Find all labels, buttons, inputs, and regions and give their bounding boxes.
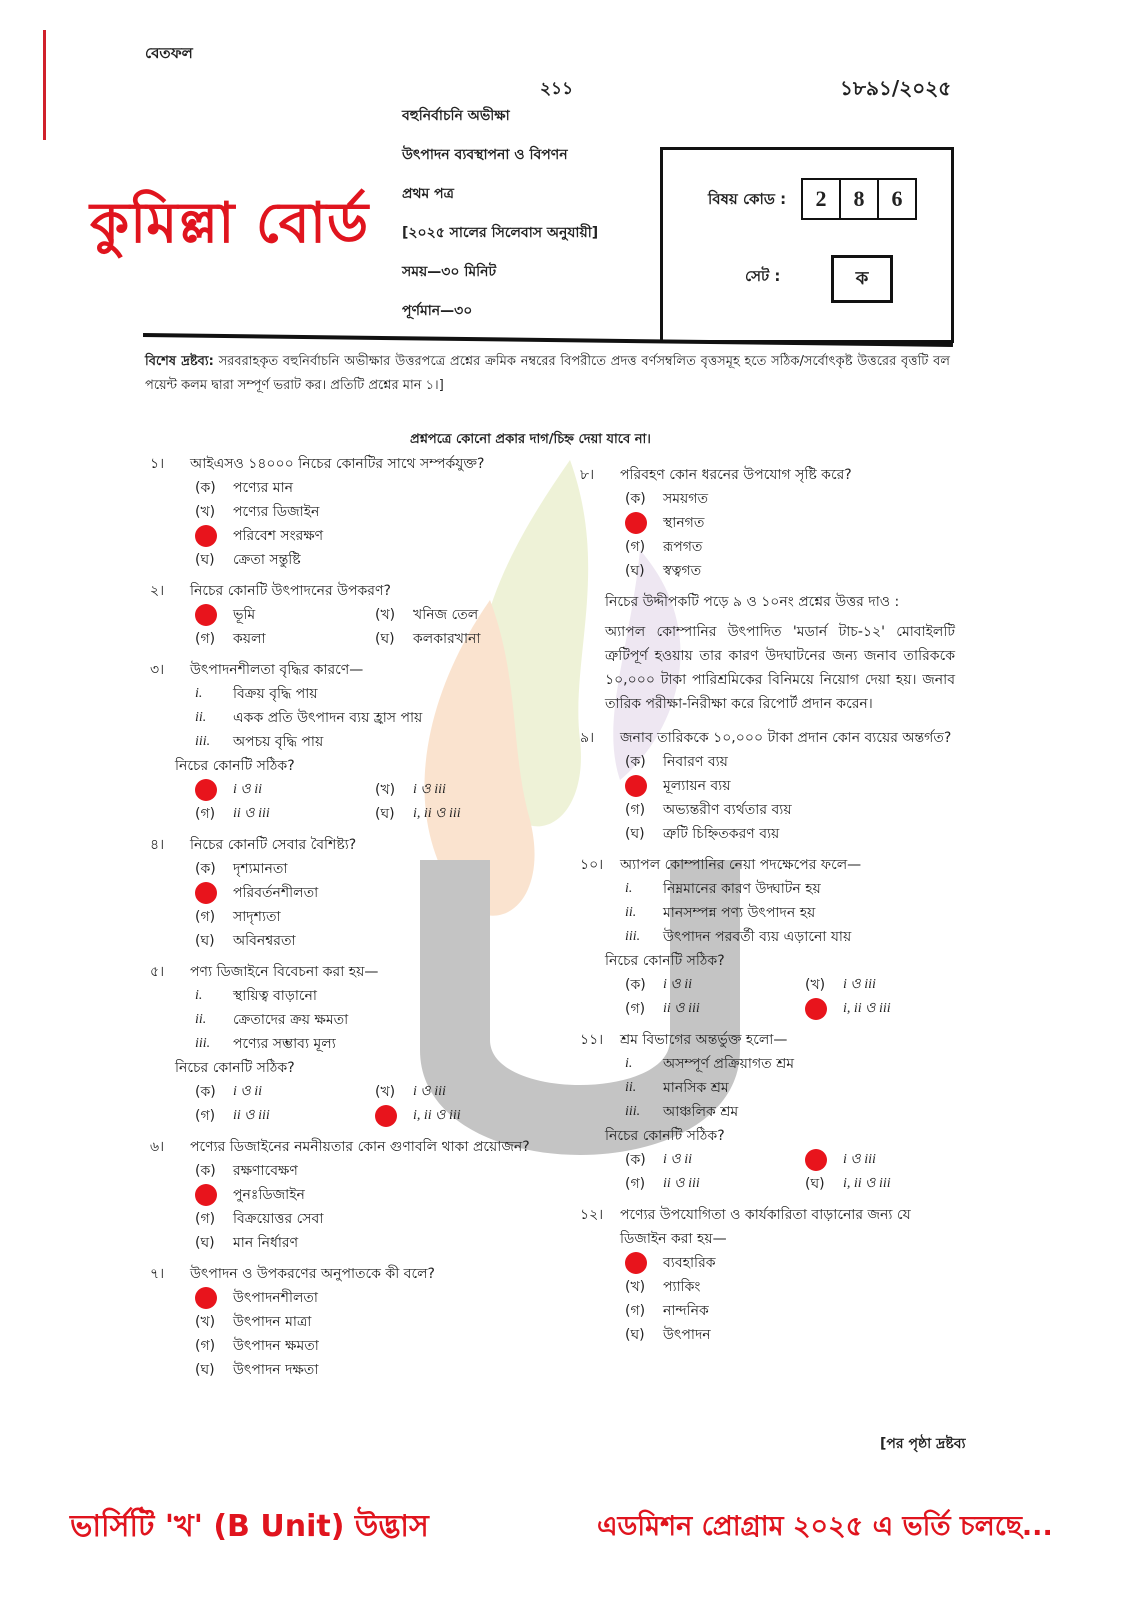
question: [580, 726, 955, 846]
question-text: আইএসও ১৪০০০ নিচের কোনটির সাথে সম্পর্কযুক্ত?: [190, 456, 485, 472]
option-text: বিক্রয়োত্তর সেবা: [233, 1211, 324, 1227]
statement: [580, 925, 955, 949]
next-page-note: [পর পৃষ্ঠা দ্রষ্টব্য: [880, 1436, 966, 1452]
answer-option: [195, 603, 375, 627]
answer-option: [150, 1183, 550, 1207]
answer-option: [150, 929, 550, 953]
statement-numeral: iii.: [625, 1104, 641, 1119]
question: [150, 1135, 550, 1255]
option-label: (ঘ): [195, 933, 215, 949]
option-label: (গ): [625, 539, 646, 555]
question-number: ১১।: [580, 1032, 604, 1048]
answer-option: [195, 1104, 375, 1128]
question-number: ৭।: [150, 1266, 165, 1282]
answer-option: [580, 535, 955, 559]
statement-text: উৎপাদন পরবর্তী ব্যয় এড়ানো যায়: [663, 929, 852, 945]
options: [150, 778, 550, 826]
option-text: i, ii ও iii: [843, 1176, 891, 1191]
right-question-column: [580, 463, 955, 1354]
option-text: ত্রুটি চিহ্নিতকরণ ব্যয়: [663, 826, 780, 842]
paper-name: প্রথম পত্র: [402, 186, 454, 202]
option-text: উৎপাদন ক্ষমতা: [233, 1338, 319, 1354]
question-text: উৎপাদনশীলতা বৃদ্ধির কারণে—: [190, 662, 364, 678]
question-header: [150, 833, 550, 857]
filled-answer-bubble-icon: [195, 1184, 217, 1206]
statement-numeral: i.: [195, 686, 203, 701]
answer-option: [375, 802, 555, 826]
options: [580, 973, 955, 1021]
option-text: i ও iii: [413, 782, 446, 797]
question: [150, 452, 550, 572]
option-text: নান্দনিক: [663, 1303, 709, 1319]
statement: [150, 682, 550, 706]
question-number: ৫।: [150, 964, 165, 980]
question-header: [150, 1135, 550, 1159]
question-text: শ্রম বিভাগের অন্তর্ভুক্ত হলো—: [620, 1032, 788, 1048]
question-text: উৎপাদন ও উপকরণের অনুপাতকে কী বলে?: [190, 1266, 435, 1282]
answer-option: [375, 1104, 555, 1128]
option-text: ii ও iii: [233, 806, 270, 821]
answer-option: [150, 548, 550, 572]
filled-answer-bubble-icon: [195, 882, 217, 904]
option-text: কয়লা: [233, 631, 266, 647]
full-marks: পূর্ণমান—৩০: [402, 303, 473, 319]
question-number: ৯।: [580, 730, 595, 746]
answer-option: [150, 1358, 550, 1382]
set-label: সেট :: [745, 267, 781, 285]
options: [580, 750, 955, 846]
option-label: (ক): [625, 754, 646, 770]
option-text: পরিবর্তনশীলতা: [233, 885, 319, 901]
answer-option: [580, 487, 955, 511]
answer-option: [150, 1334, 550, 1358]
subject-name: উৎপাদন ব্যবস্থাপনা ও বিপণন: [402, 147, 568, 163]
exam-type: বহুনির্বাচনি অভীক্ষা: [402, 108, 510, 124]
subject-code-box: [660, 147, 954, 343]
question-number: ৬।: [150, 1139, 165, 1155]
filled-answer-bubble-icon: [195, 604, 217, 626]
option-text: সময়গত: [663, 491, 708, 507]
options: [150, 857, 550, 953]
answer-option: [375, 603, 555, 627]
code-digit: 8: [841, 180, 879, 218]
filled-answer-bubble-icon: [195, 525, 217, 547]
question: [150, 579, 550, 651]
answer-option: [580, 1299, 955, 1323]
option-label: (ঘ): [375, 806, 395, 822]
code-digit: 2: [803, 180, 841, 218]
option-text: উৎপাদন দক্ষতা: [233, 1362, 319, 1378]
answer-option: [580, 774, 955, 798]
margin-line: [43, 30, 46, 140]
question-number: ৪।: [150, 837, 165, 853]
question-header: [580, 853, 955, 877]
option-label: (খ): [805, 977, 826, 993]
option-label: (খ): [625, 1279, 646, 1295]
statement-numeral: iii.: [625, 929, 641, 944]
syllabus-note: [২০২৫ সালের সিলেবাস অনুযায়ী]: [402, 225, 599, 241]
answer-option: [580, 750, 955, 774]
option-label: (ঘ): [625, 826, 645, 842]
option-label: (ঘ): [195, 1362, 215, 1378]
option-label: (গ): [625, 1001, 646, 1017]
answer-option: [625, 973, 805, 997]
question-number: ১।: [150, 456, 165, 472]
option-text: পণ্যের মান: [233, 480, 293, 496]
option-text: ii ও iii: [663, 1176, 700, 1191]
answer-option: [150, 857, 550, 881]
statement-numeral: ii.: [195, 1012, 207, 1027]
question-text: অ্যাপল কোম্পানির নেয়া পদক্ষেপের ফলে—: [620, 857, 862, 873]
option-text: i ও ii: [233, 782, 262, 797]
question-text: নিচের কোনটি উৎপাদনের উপকরণ?: [190, 583, 391, 599]
statement: [150, 1032, 550, 1056]
instructions-text: সরবরাহকৃত বহুনির্বাচনি অভীক্ষার উত্তরপত্রে প্রশ্নের ক্রমিক নম্বরের বিপরীতে প্রদত্ত বর্ণসম্বলিত বৃত্তসমূহ হতে সঠিক/সর্বোৎকৃষ্ট উত্তরের বৃত্তটি বল পয়েন্ট কলম দ্বারা সম্পূর্ণ ভরাট কর। প্রতিটি প্রশ্নের মান ১।]: [145, 354, 950, 393]
answer-option: [195, 627, 375, 651]
question-header: [580, 726, 955, 750]
question-text: পরিবহণ কোন ধরনের উপযোগ সৃষ্টি করে?: [620, 467, 852, 483]
code-digit: 6: [891, 186, 903, 211]
filled-answer-bubble-icon: [625, 512, 647, 534]
statement-text: বিক্রয় বৃদ্ধি পায়: [233, 686, 318, 702]
statement-numeral: ii.: [195, 710, 207, 725]
question-header: [580, 1203, 955, 1251]
question-text: নিচের কোনটি সেবার বৈশিষ্ট্য?: [190, 837, 357, 853]
option-text: ক্রেতা সন্তুষ্টি: [233, 552, 301, 568]
answer-option: [150, 1159, 550, 1183]
question-prompt: নিচের কোনটি সঠিক?: [175, 758, 295, 774]
filled-answer-bubble-icon: [195, 779, 217, 801]
question: [150, 960, 550, 1128]
option-text: i ও ii: [663, 977, 692, 992]
option-label: (গ): [195, 909, 216, 925]
answer-option: [805, 973, 985, 997]
question-text: জনাব তারিককে ১০,০০০ টাকা প্রদান কোন ব্যয়ের অন্তর্গত?: [620, 730, 952, 746]
option-label: (গ): [195, 631, 216, 647]
statement-numeral: i.: [625, 881, 633, 896]
warning-note: প্রশ্নপত্রে কোনো প্রকার দাগ/চিহ্ন দেয়া যাবে না।: [410, 432, 651, 447]
option-text: পণ্যের ডিজাইন: [233, 504, 320, 520]
option-text: খনিজ তেল: [413, 607, 479, 623]
answer-option: [805, 997, 985, 1021]
option-label: (ক): [195, 1084, 216, 1100]
option-label: (খ): [195, 504, 216, 520]
option-label: (ক): [625, 1152, 646, 1168]
options: [150, 1159, 550, 1255]
footer-right-ad: এডমিশন প্রোগ্রাম ২০২৫ এ ভর্তি চলছে...: [597, 1511, 1053, 1542]
option-label: (ক): [625, 491, 646, 507]
option-text: সাদৃশ্যতা: [233, 909, 281, 925]
option-text: পরিবেশ সংরক্ষণ: [233, 528, 324, 544]
answer-option: [150, 1310, 550, 1334]
option-text: নিবারণ ব্যয়: [663, 754, 728, 770]
options: [150, 1080, 550, 1128]
statement: [150, 706, 550, 730]
exam-time: সময়—৩০ মিনিট: [402, 264, 497, 280]
filled-answer-bubble-icon: [805, 998, 827, 1020]
filled-answer-bubble-icon: [195, 1287, 217, 1309]
option-label: (গ): [625, 802, 646, 818]
answer-option: [625, 997, 805, 1021]
option-label: (ক): [195, 861, 216, 877]
answer-option: [580, 1251, 955, 1275]
subject-code-digits: [801, 178, 917, 220]
statement: [580, 1052, 955, 1076]
question: [150, 833, 550, 953]
answer-option: [805, 1148, 985, 1172]
page-number: ২১১: [540, 79, 574, 99]
filled-answer-bubble-icon: [375, 1105, 397, 1127]
option-text: দৃশ্যমানতা: [233, 861, 288, 877]
option-text: অবিনশ্বরতা: [233, 933, 296, 949]
answer-option: [150, 881, 550, 905]
answer-option: [150, 524, 550, 548]
statement: [150, 984, 550, 1008]
option-text: উৎপাদন মাত্রা: [233, 1314, 312, 1330]
question: [580, 1028, 955, 1196]
set-value: ক: [831, 255, 893, 303]
statement-text: একক প্রতি উৎপাদন ব্যয় হ্রাস পায়: [233, 710, 423, 726]
option-text: i, ii ও iii: [413, 1108, 461, 1123]
option-text: i, ii ও iii: [413, 806, 461, 821]
option-label: (খ): [375, 607, 396, 623]
option-text: i ও ii: [233, 1084, 262, 1099]
stimulus-intro: নিচের উদ্দীপকটি পড়ে ৯ ও ১০নং প্রশ্নের উত্তর দাও :: [605, 594, 900, 610]
option-label: (ঘ): [625, 1327, 645, 1343]
options: [150, 603, 550, 651]
question-prompt: নিচের কোনটি সঠিক?: [605, 1128, 725, 1144]
answer-option: [150, 476, 550, 500]
option-label: (ক): [195, 480, 216, 496]
filled-answer-bubble-icon: [625, 1252, 647, 1274]
option-text: ii ও iii: [663, 1001, 700, 1016]
option-text: মূল্যায়ন ব্যয়: [663, 778, 731, 794]
option-label: (গ): [195, 1338, 216, 1354]
statement-numeral: iii.: [195, 734, 211, 749]
option-text: i ও iii: [843, 1152, 876, 1167]
answer-option: [375, 778, 555, 802]
statement-text: স্থায়িত্ব বাড়ানো: [233, 988, 317, 1004]
option-text: i ও iii: [413, 1084, 446, 1099]
statement-text: পণ্যের সম্ভাব্য মূল্য: [233, 1036, 336, 1052]
answer-option: [580, 1323, 955, 1347]
option-label: (গ): [625, 1176, 646, 1192]
option-label: (ঘ): [195, 552, 215, 568]
option-text: স্থানগত: [663, 515, 705, 531]
option-text: স্বত্বগত: [663, 563, 702, 579]
top-left-note: বেতফল: [145, 44, 193, 62]
option-text: কলকারখানা: [413, 631, 481, 647]
option-label: (গ): [195, 806, 216, 822]
option-label: (ক): [195, 1163, 216, 1179]
option-text: রক্ষণাবেক্ষণ: [233, 1163, 298, 1179]
options: [580, 1251, 955, 1347]
statement-numeral: ii.: [625, 1080, 637, 1095]
exam-info: [402, 108, 598, 342]
answer-option: [580, 822, 955, 846]
answer-option: [625, 1172, 805, 1196]
serial-number: ১৮৯১/২০২৫: [840, 76, 952, 100]
option-label: (ঘ): [625, 563, 645, 579]
option-label: (ঘ): [195, 1235, 215, 1251]
option-label: (গ): [625, 1303, 646, 1319]
option-label: (ঘ): [375, 631, 395, 647]
answer-option: [150, 1231, 550, 1255]
stimulus: [580, 590, 955, 716]
option-text: উৎপাদনশীলতা: [233, 1290, 318, 1306]
question: [150, 658, 550, 826]
option-label: (ঘ): [805, 1176, 825, 1192]
statement: [150, 730, 550, 754]
left-question-column: [150, 452, 550, 1389]
statement: [580, 1100, 955, 1124]
question-header: [150, 579, 550, 603]
question-number: ২।: [150, 583, 165, 599]
question-prompt: নিচের কোনটি সঠিক?: [175, 1060, 295, 1076]
option-text: ভূমি: [233, 607, 256, 623]
statement-text: মানসিক শ্রম: [663, 1080, 729, 1096]
question-number: ১০।: [580, 857, 604, 873]
question-header: [580, 1028, 955, 1052]
board-title: কুমিল্লা বোর্ড: [90, 191, 370, 256]
option-text: উৎপাদন: [663, 1327, 711, 1343]
option-label: (গ): [195, 1108, 216, 1124]
option-label: (খ): [375, 782, 396, 798]
footer-left-ad: ভার্সিটি 'খ' (B Unit) উদ্ভাস: [70, 1509, 429, 1544]
statement-text: অপচয় বৃদ্ধি পায়: [233, 734, 324, 750]
statement: [580, 877, 955, 901]
question-header: [150, 960, 550, 984]
statement-text: নিম্নমানের কারণ উদ্ঘাটন হয়: [663, 881, 821, 897]
subject-code-label: বিষয় কোড :: [708, 190, 787, 208]
filled-answer-bubble-icon: [625, 775, 647, 797]
options: [580, 1148, 955, 1196]
answer-option: [195, 1080, 375, 1104]
statement-numeral: i.: [195, 988, 203, 1003]
question-header: [580, 463, 955, 487]
answer-option: [580, 798, 955, 822]
option-label: (খ): [195, 1314, 216, 1330]
question-header: [150, 1262, 550, 1286]
option-text: ii ও iii: [233, 1108, 270, 1123]
statement-text: অসম্পূর্ণ প্রক্রিয়াগত শ্রম: [663, 1056, 795, 1072]
question-number: ৩।: [150, 662, 165, 678]
answer-option: [195, 778, 375, 802]
answer-option: [375, 627, 555, 651]
statement-numeral: i.: [625, 1056, 633, 1071]
question: [580, 853, 955, 1021]
options: [580, 487, 955, 583]
statement-numeral: ii.: [625, 905, 637, 920]
answer-option: [580, 559, 955, 583]
question-header: [150, 452, 550, 476]
answer-option: [625, 1148, 805, 1172]
answer-option: [375, 1080, 555, 1104]
answer-option: [805, 1172, 985, 1196]
option-text: মান নির্ধারণ: [233, 1235, 299, 1251]
statement: [580, 1076, 955, 1100]
answer-option: [150, 500, 550, 524]
statement-text: আঞ্চলিক শ্রম: [663, 1104, 739, 1120]
option-text: রূপগত: [663, 539, 703, 555]
question: [580, 1203, 955, 1347]
option-text: ব্যবহারিক: [663, 1255, 716, 1271]
option-label: (খ): [375, 1084, 396, 1100]
question-text: পণ্যের ডিজাইনের নমনীয়তার কোন গুণাবলি থাকা প্রয়োজন?: [190, 1139, 530, 1155]
option-label: (গ): [195, 1211, 216, 1227]
option-text: i ও ii: [663, 1152, 692, 1167]
option-text: i ও iii: [843, 977, 876, 992]
statement-text: ক্রেতাদের ক্রয় ক্ষমতা: [233, 1012, 349, 1028]
statement: [150, 1008, 550, 1032]
instructions: [145, 350, 950, 398]
question-header: [150, 658, 550, 682]
question-number: ১২।: [580, 1207, 604, 1223]
filled-answer-bubble-icon: [805, 1149, 827, 1171]
option-text: অভ্যন্তরীণ ব্যর্থতার ব্যয়: [663, 802, 792, 818]
statement: [580, 901, 955, 925]
statement-numeral: iii.: [195, 1036, 211, 1051]
option-text: পুনঃডিজাইন: [233, 1187, 305, 1203]
answer-option: [195, 802, 375, 826]
options: [150, 1286, 550, 1382]
answer-option: [150, 1286, 550, 1310]
option-label: (ক): [625, 977, 646, 993]
answer-option: [580, 511, 955, 535]
answer-option: [580, 1275, 955, 1299]
question-text: পণ্যের উপযোগিতা ও কার্যকারিতা বাড়ানোর জন্য যে ডিজাইন করা হয়—: [620, 1207, 911, 1247]
option-text: প্যাকিং: [663, 1279, 701, 1295]
options: [150, 476, 550, 572]
question: [580, 463, 955, 583]
question: [150, 1262, 550, 1382]
answer-option: [150, 905, 550, 929]
question-number: ৮।: [580, 467, 595, 483]
option-text: i, ii ও iii: [843, 1001, 891, 1016]
question-prompt: নিচের কোনটি সঠিক?: [605, 953, 725, 969]
instructions-label: বিশেষ দ্রষ্টব্য:: [145, 354, 214, 369]
question-text: পণ্য ডিজাইনে বিবেচনা করা হয়—: [190, 964, 379, 980]
statement-text: মানসম্পন্ন পণ্য উৎপাদন হয়: [663, 905, 816, 921]
stimulus-text: অ্যাপল কোম্পানির উৎপাদিত 'মডার্ন টাচ-১২' মোবাইলটি ত্রুটিপূর্ণ হওয়ায় তার কারণ উদঘাটনের জন্য জনাব তারিককে ১০,০০০ টাকা পারিশ্রমিকের বিনিময়ে নিয়োগ দেয়া হয়। জনাব তারিক পরীক্ষা-নিরীক্ষা করে রিপোর্ট প্রদান করেন।: [605, 624, 955, 712]
answer-option: [150, 1207, 550, 1231]
